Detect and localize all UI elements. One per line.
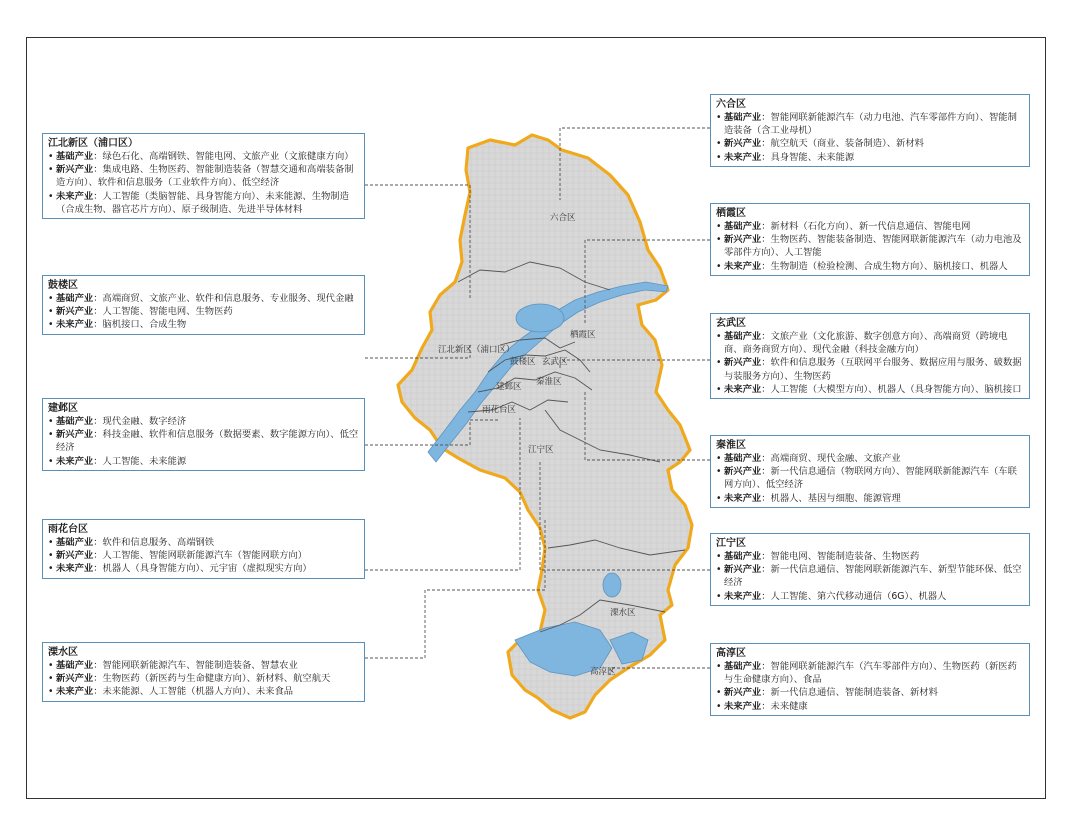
industry-row: [716, 151, 1024, 164]
district-box-gaochun: [710, 643, 1030, 716]
industry-list: 智能网联新能源汽车（动力电池、汽车零部件方向）、智能制造装备（含工业母机）: [724, 112, 1017, 137]
industry-category: 基础产业: [56, 416, 94, 427]
district-title: 栖霞区: [716, 208, 746, 219]
industry-category: 未来产业: [56, 319, 94, 331]
map-label-jiangbei: 江北新区（浦口区）: [438, 345, 515, 355]
district-title: 雨花台区: [48, 524, 88, 535]
separator: ：: [761, 331, 771, 342]
industry-category: 新兴产业: [56, 164, 94, 176]
industry-list: 绿色石化、高端钢铁、智能电网、文旅产业（文旅健康方向）: [102, 151, 354, 162]
industry-category: 新兴产业: [724, 564, 762, 576]
industry-row: [716, 563, 1024, 589]
separator: ：: [93, 319, 103, 331]
separator: ：: [93, 660, 103, 671]
separator: ：: [93, 416, 103, 427]
separator: ：: [761, 357, 771, 369]
industry-list: 科技金融、软件和信息服务（数据要素、数字能源方向）、低空经济: [56, 429, 359, 454]
industry-row: [48, 428, 359, 454]
district-title: 鼓楼区: [48, 280, 78, 291]
map-label-jiangning: 江宁区: [528, 445, 554, 455]
separator: ：: [93, 455, 103, 467]
industry-list: 脑机接口、合成生物: [102, 319, 187, 331]
district-title: 江北新区（浦口区）: [48, 138, 138, 149]
industry-row: [716, 550, 1024, 563]
industry-category: 新兴产业: [56, 550, 94, 562]
separator: ：: [93, 429, 103, 441]
industry-list: 软件和信息服务（互联网平台服务、数据应用与服务、破数据与装服务方向）、生物医药: [724, 357, 1022, 382]
industry-row: [716, 660, 1024, 686]
industry-row: [716, 452, 1024, 465]
industry-category: 未来产业: [724, 590, 762, 602]
separator: ：: [761, 492, 771, 504]
separator: ：: [93, 293, 103, 304]
reservoir: [603, 573, 621, 597]
industry-row: [48, 150, 359, 163]
separator: ：: [93, 306, 103, 318]
industry-category: 未来产业: [724, 492, 762, 504]
industry-category: 基础产业: [724, 221, 762, 232]
industry-row: [48, 562, 359, 575]
industry-list: 新一代信息通信（物联网方向）、智能网联新能源汽车（车联网方向）、低空经济: [724, 466, 1017, 491]
separator: ：: [761, 590, 771, 602]
industry-list: 生物制造（检验检测、合成生物方向）、脑机接口、机器人: [770, 260, 1008, 272]
map-label-xuanwu: 玄武区: [542, 357, 568, 367]
map-label-lishui: 溧水区: [610, 608, 636, 618]
district-title: 六合区: [716, 99, 746, 110]
industry-category: 基础产业: [56, 151, 94, 162]
industry-list: 高端商贸、文旅产业、软件和信息服务、专业服务、现代金融: [102, 293, 354, 304]
map-label-liuhe: 六合区: [550, 213, 576, 223]
district-box-yuhuatai: [42, 519, 365, 579]
separator: ：: [761, 551, 771, 562]
industry-category: 未来产业: [56, 455, 94, 467]
separator: ：: [761, 453, 771, 464]
district-box-jiangning: [710, 533, 1030, 606]
industry-row: [716, 492, 1024, 505]
industry-row: [716, 356, 1024, 382]
industry-row: [48, 685, 359, 698]
industry-category: 基础产业: [56, 537, 94, 548]
industry-row: [716, 220, 1024, 233]
district-title: 秦淮区: [716, 440, 746, 451]
industry-category: 基础产业: [56, 660, 94, 671]
industry-category: 新兴产业: [56, 673, 94, 685]
industry-list: 智能网联新能源汽车、智能制造装备、智慧农业: [102, 660, 298, 671]
map-label-gaochun: 高淳区: [590, 667, 616, 677]
district-title: 建邺区: [48, 403, 78, 414]
industry-category: 新兴产业: [724, 466, 762, 478]
industry-category: 新兴产业: [724, 234, 762, 246]
industry-list: 人工智能（类脑智能、具身智能方向）、未来能源、生物制造（合成生物、器官芯片方向）、原子级制造、先进半导体材料: [56, 190, 349, 215]
separator: ：: [93, 563, 103, 575]
industry-category: 未来产业: [56, 563, 94, 575]
industry-row: [48, 292, 359, 305]
industry-list: 新一代信息通信、智能网联新能源汽车、新型节能环保、低空经济: [724, 564, 1022, 589]
separator: ：: [761, 112, 771, 123]
industry-row: [48, 672, 359, 685]
separator: ：: [761, 138, 771, 150]
river-island: [516, 304, 564, 332]
district-title: 玄武区: [716, 318, 746, 329]
industry-row: [716, 383, 1024, 396]
industry-row: [716, 465, 1024, 491]
industry-list: 生物医药、智能装备制造、智能网联新能源汽车（动力电池及零部件方向）、人工智能: [724, 234, 1022, 259]
industry-row: [716, 111, 1024, 137]
separator: ：: [761, 260, 771, 272]
separator: ：: [93, 673, 103, 685]
industry-row: [48, 536, 359, 549]
separator: ：: [93, 190, 103, 202]
separator: ：: [93, 537, 103, 548]
industry-row: [48, 659, 359, 672]
industry-row: [716, 330, 1024, 356]
district-box-jiangbei: [42, 133, 365, 219]
separator: ：: [761, 221, 771, 232]
separator: ：: [761, 466, 771, 478]
district-box-liuhe: [710, 94, 1030, 167]
industry-list: 具身智能、未来能源: [770, 151, 855, 163]
industry-list: 文旅产业（文化旅游、数字创意方向）、高端商贸（跨境电商、商务商贸方向）、现代金融（科技金融方向）: [724, 331, 1008, 356]
industry-list: 人工智能、第六代移动通信（6G）、机器人: [770, 590, 947, 602]
industry-category: 新兴产业: [56, 306, 94, 318]
separator: ：: [761, 700, 771, 712]
industry-row: [716, 700, 1024, 713]
separator: ：: [761, 564, 771, 576]
industry-row: [48, 305, 359, 318]
industry-row: [716, 590, 1024, 603]
industry-category: 基础产业: [724, 331, 762, 342]
industry-list: 新一代信息通信、智能制造装备、新材料: [770, 687, 938, 699]
separator: ：: [93, 164, 103, 176]
industry-row: [716, 260, 1024, 273]
industry-list: 未来能源、人工智能（机器人方向）、未来食品: [102, 686, 294, 698]
industry-list: 智能网联新能源汽车（汽车零部件方向）、生物医药（新医药与生命健康方向）、食品: [724, 661, 1017, 686]
separator: ：: [761, 151, 771, 163]
industry-list: 未来健康: [770, 700, 808, 712]
industry-list: 现代金融、数字经济: [102, 416, 187, 427]
district-box-xuanwu: [710, 313, 1030, 399]
district-box-jianye: [42, 398, 365, 471]
separator: ：: [93, 686, 103, 698]
separator: ：: [93, 151, 103, 162]
industry-list: 高端商贸、现代金融、文旅产业: [770, 453, 901, 464]
industry-list: 机器人（具身智能方向）、元宇宙（虚拟现实方向）: [102, 563, 312, 575]
industry-list: 智能电网、智能制造装备、生物医药: [770, 551, 920, 562]
industry-category: 新兴产业: [724, 357, 762, 369]
industry-list: 新材料（石化方向）、新一代信息通信、智能电网: [770, 221, 971, 232]
industry-category: 未来产业: [724, 383, 762, 395]
industry-category: 未来产业: [56, 686, 94, 698]
industry-category: 未来产业: [724, 260, 762, 272]
separator: ：: [761, 383, 771, 395]
industry-list: 生物医药（新医药与生命健康方向）、新材料、航空航天: [102, 673, 331, 685]
industry-category: 新兴产业: [56, 429, 94, 441]
map-label-gulou: 鼓楼区: [510, 357, 536, 367]
industry-list: 人工智能、未来能源: [102, 455, 187, 467]
industry-row: [716, 233, 1024, 259]
district-title: 高淳区: [716, 648, 746, 659]
district-title: 溧水区: [48, 647, 78, 658]
separator: ：: [761, 234, 771, 246]
industry-list: 集成电路、生物医药、智能制造装备（智慧交通和高端装备制造方向）、软件和信息服务（工业软件方向）、低空经济: [56, 164, 354, 189]
map-label-qinhuai: 秦淮区: [536, 377, 562, 387]
map-label-yuhuatai: 雨花台区: [482, 405, 517, 415]
industry-row: [48, 455, 359, 468]
separator: ：: [761, 661, 771, 672]
separator: ：: [93, 550, 103, 562]
separator: ：: [761, 687, 771, 699]
industry-category: 未来产业: [56, 190, 94, 202]
district-box-gulou: [42, 275, 365, 335]
industry-list: 人工智能（大模型方向）、机器人（具身智能方向）、脑机接口: [770, 383, 1022, 395]
industry-row: [48, 190, 359, 216]
map-label-jianye: 建邺区: [496, 382, 522, 392]
map-label-qixia: 栖霞区: [570, 330, 596, 340]
industry-category: 新兴产业: [724, 138, 762, 150]
industry-row: [48, 549, 359, 562]
industry-list: 航空航天（商业、装备制造）、新材料: [770, 138, 924, 150]
industry-row: [716, 137, 1024, 150]
industry-list: 机器人、基因与细胞、能源管理: [770, 492, 901, 504]
industry-category: 未来产业: [724, 151, 762, 163]
district-title: 江宁区: [716, 538, 746, 549]
industry-list: 人工智能、智能电网、生物医药: [102, 306, 233, 318]
industry-category: 基础产业: [724, 112, 762, 123]
district-box-lishui: [42, 642, 365, 702]
industry-category: 未来产业: [724, 700, 762, 712]
industry-row: [48, 163, 359, 189]
industry-list: 软件和信息服务、高端钢铁: [102, 537, 215, 548]
industry-list: 人工智能、智能网联新能源汽车（智能网联方向）: [102, 550, 308, 562]
industry-row: [716, 686, 1024, 699]
industry-category: 新兴产业: [724, 687, 762, 699]
district-box-qinhuai: [710, 435, 1030, 508]
industry-category: 基础产业: [724, 453, 762, 464]
industry-row: [48, 318, 359, 331]
industry-row: [48, 415, 359, 428]
industry-category: 基础产业: [724, 661, 762, 672]
industry-category: 基础产业: [56, 293, 94, 304]
district-box-qixia: [710, 203, 1030, 276]
industry-category: 基础产业: [724, 551, 762, 562]
